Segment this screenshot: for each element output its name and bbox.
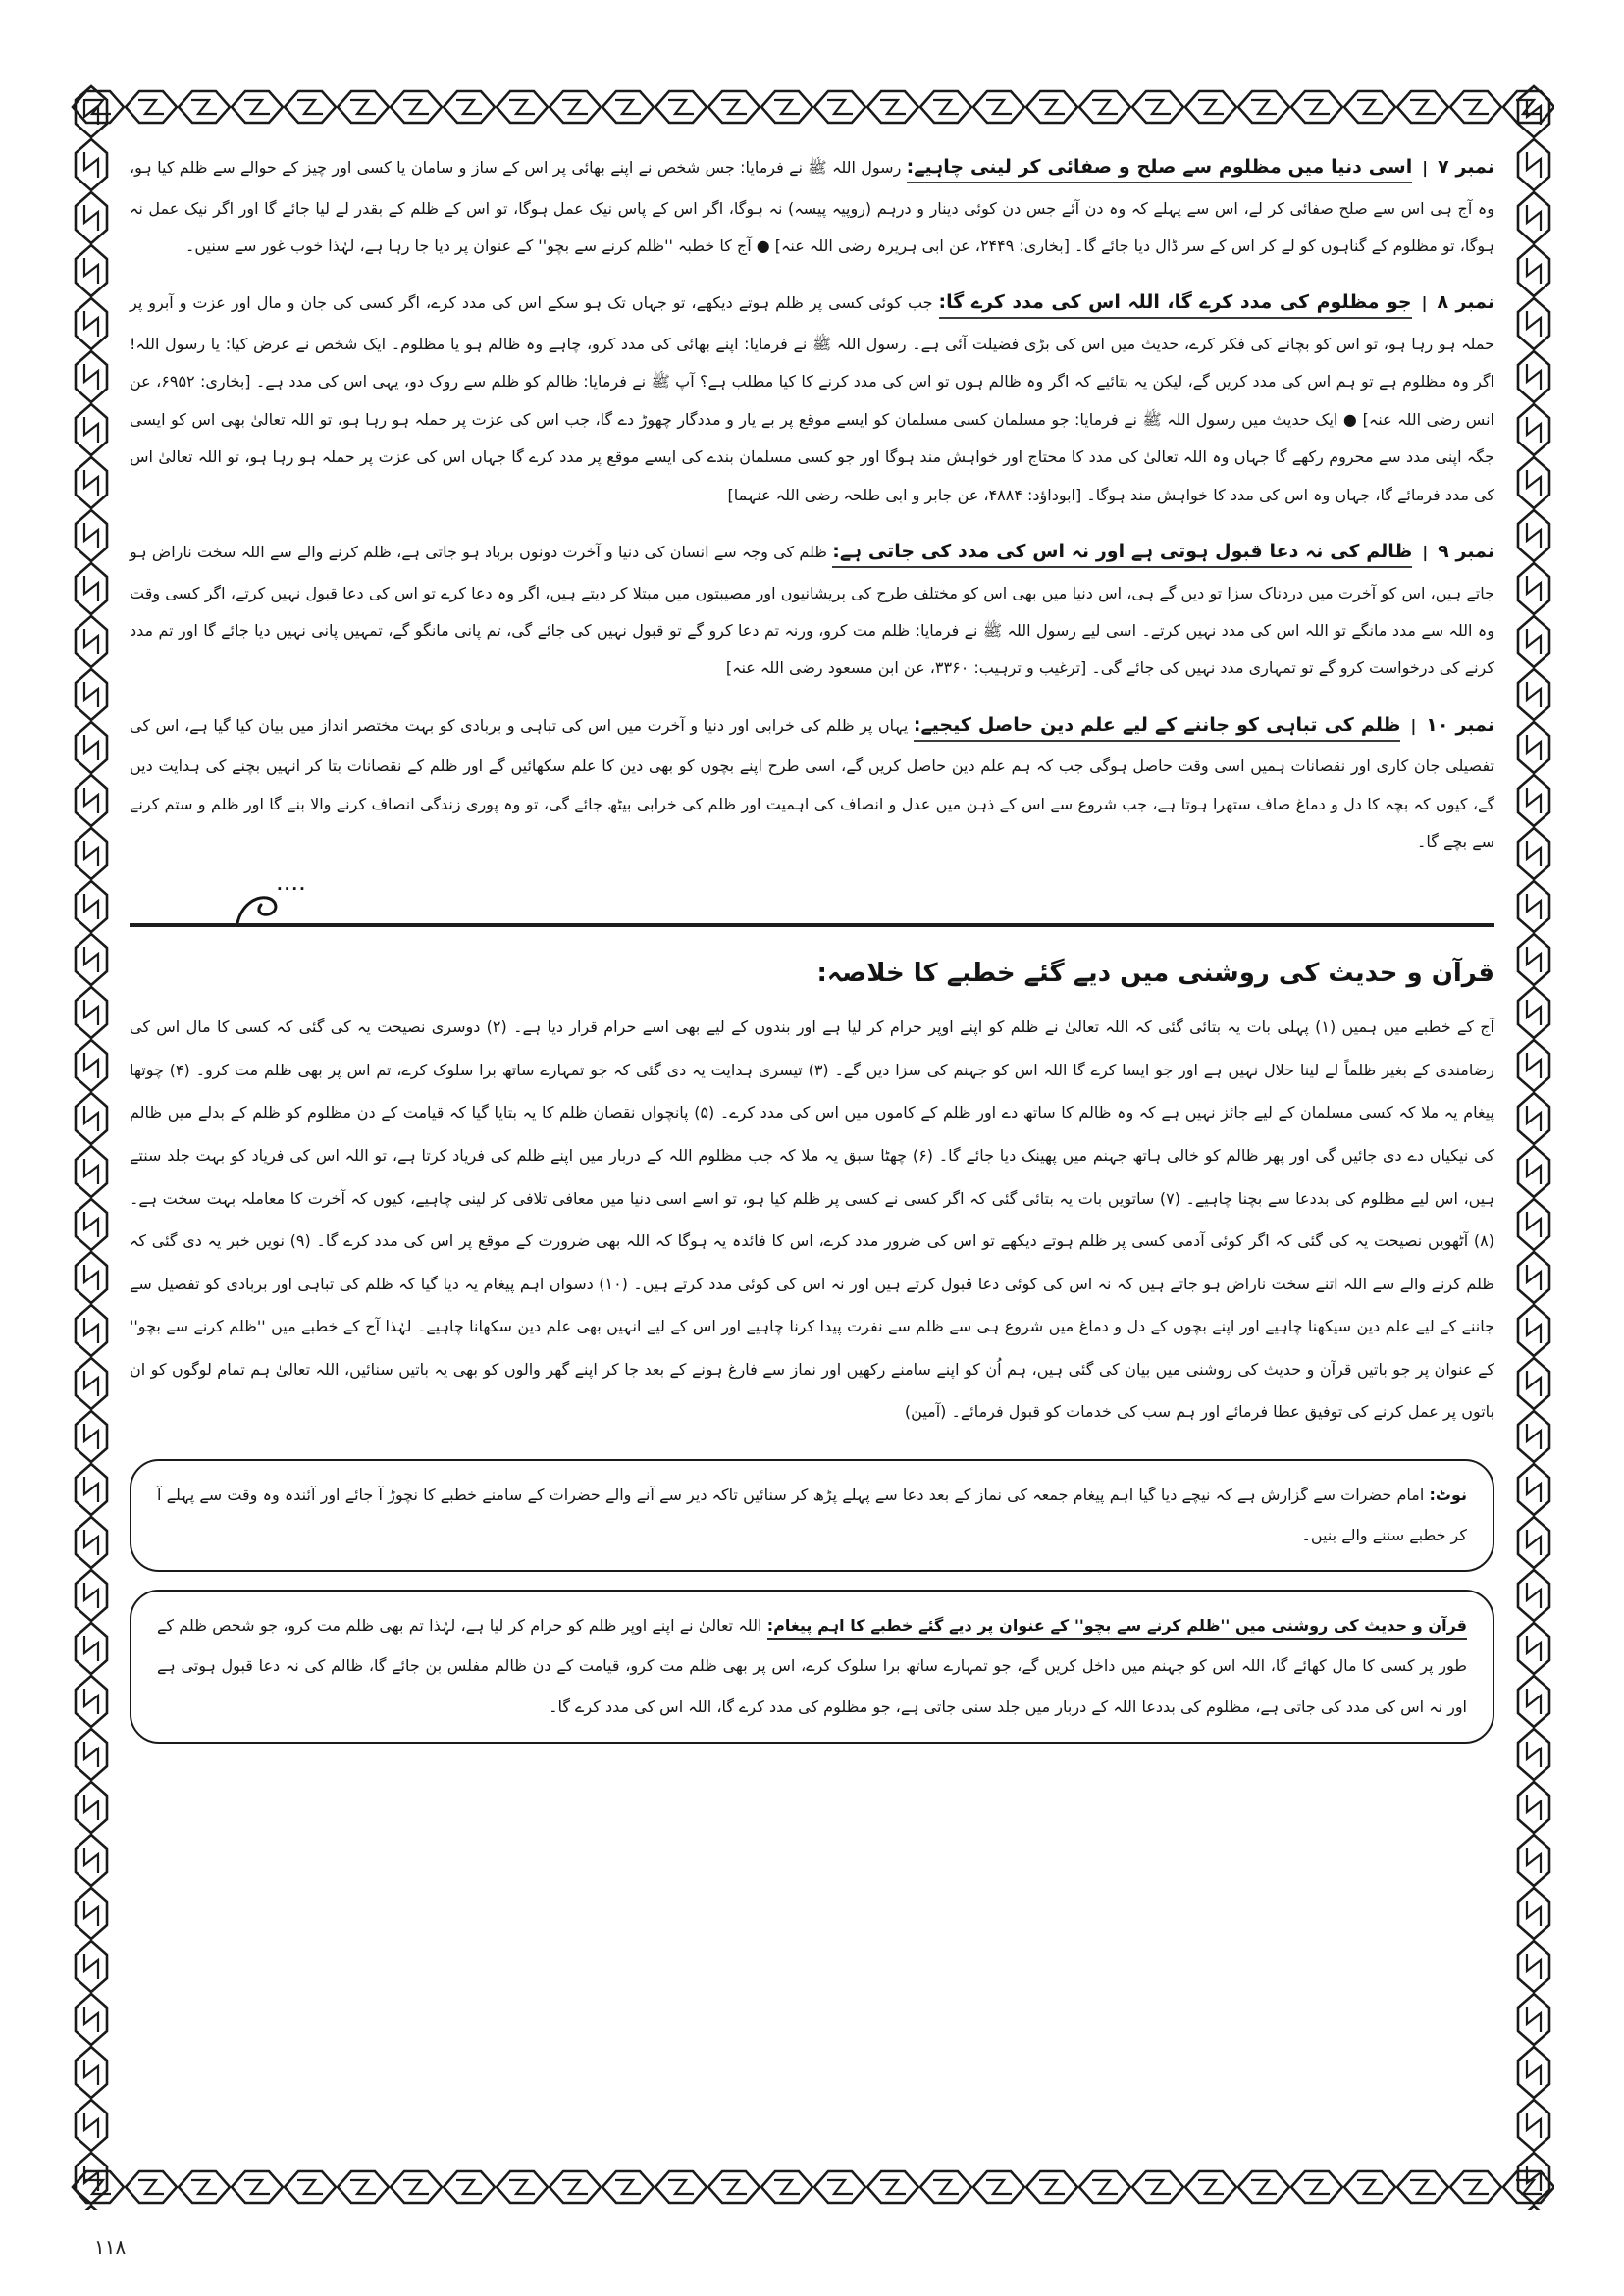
section-7-body: رسول اللہ ﷺ نے فرمایا: جس شخص نے اپنے بھائی پر اس کے ساز و سامان یا کسی اور چیز کے حوالے سے ظلم کیا ہو، وہ آج ہی اس سے صلح صفائی کر لے، اس سے پہلے کہ وہ دن آئے جس دن کوئی دینار و درہم (روپیہ پیسہ) نہ ہوگا، اگر اس کے پاس نیک عمل ہوگا، تو اس کے ظلم کے بقدر لے لیا جائے گا اور اگر نیک عمل نہ ہوگا، تو مظلوم کے گناہوں کو لے کر اس کے سر ڈال دیا جائے گا۔ [بخاری: ۲۴۴۹، عن ابی ہریرہ رضی اللہ عنہ] ● آج کا خطبہ ''ظلم کرنے سے بچو'' کے عنوان پر دیا جا رہا ہے، لہٰذا خوب غور سے سنیں۔ <box>130 158 1494 255</box>
important-message-heading: قرآن و حدیث کی روشنی میں ''ظلم کرنے سے بچو'' کے عنوان پر دیے گئے خطبے کا اہم پیغام: <box>767 1616 1467 1640</box>
note-paragraph <box>157 1475 1467 1556</box>
heading-separator: | <box>1410 715 1417 735</box>
summary-heading: قرآن و حدیث کی روشنی میں دیے گئے خطبے کا خلاصہ: <box>816 959 1494 989</box>
border-right-chain <box>1513 84 1554 2210</box>
border-top-chain <box>71 84 1554 130</box>
section-7-paragraph <box>130 145 1494 265</box>
note-box <box>130 1459 1494 1572</box>
section-9-number: نمبر ۹ <box>1438 540 1494 562</box>
heading-separator: | <box>1422 158 1429 177</box>
section-divider <box>130 876 1494 949</box>
heading-separator: | <box>1422 542 1429 561</box>
section-10-body: یہاں پر ظلم کی خرابی اور دنیا و آخرت میں اس کی تباہی و بربادی کو بہت مختصر انداز میں بیان کیا گیا ہے، اس کی تفصیلی جان کاری اور نقصانات ہمیں اسی وقت حاصل ہوگی جب کہ ہم علم دین حاصل کریں گے، اسی طرح اپنے بچوں کو بھی دین کا علم سکھائیں گے اور ظلم کے نقصانات بتا کر انہیں بچنے کی ہدایت دیں گے، کیوں کہ بچہ کا دل و دماغ صاف ستھرا ہوتا ہے، جب شروع سے اس کے ذہن میں عدل و انصاف کی اہمیت اور ظلم کی خرابی بیٹھ جائے گی، تو وہ پوری زندگی انصاف کرنے والا بنے گا اور ظلم و ستم کرنے سے بچے گا۔ <box>130 715 1494 852</box>
summary-body: آج کے خطبے میں ہمیں (۱) پہلی بات یہ بتائی گئی کہ اللہ تعالیٰ نے ظلم کو اپنے اوپر حرام کر لیا ہے اور بندوں کے لیے بھی اسے حرام قرار دیا ہے۔ (۲) دوسری نصیحت یہ کی گئی کہ کسی کا مال اس کی رضامندی کے بغیر ظلماً لے لینا حلال نہیں ہے اور جو ایسا کرے گا اللہ اس کو جہنم کی سزا دیں گے۔ (۳) تیسری ہدایت یہ دی گئی کہ جو تمہارے ساتھ برا سلوک کرے، تم اس پر بھی ظلم مت کرو۔ (۴) چوتھا پیغام یہ ملا کہ کسی مسلمان کے لیے جائز نہیں ہے کہ وہ ظالم کا ساتھ دے اور ظلم کے کاموں میں اس کی مدد کرے۔ (۵) پانچواں نقصان ظلم کا یہ بتایا گیا کہ قیامت کے دن مظلوم کو ظلم کے بدلے میں ظالم کی نیکیاں دے دی جائیں گی اور پھر ظالم کو خالی ہاتھ جہنم میں پھینک دیا جائے گا۔ (۶) چھٹا سبق یہ ملا کہ جب مظلوم اللہ کے دربار میں اپنے ظلم کی فریاد کرتا ہے، تو اللہ اس کی فریاد کو بہت جلد سنتے ہیں، اس لیے مظلوم کی بددعا سے بچنا چاہیے۔ (۷) ساتویں بات یہ بتائی گئی کہ اگر کسی نے کسی پر ظلم کیا ہو، تو اسے اسی دنیا میں معافی تلافی کر لینی چاہیے، کیوں کہ آخرت کا معاملہ بہت سخت ہے۔ (۸) آٹھویں نصیحت یہ کی گئی کہ اگر کوئی آدمی کسی پر ظلم ہوتے دیکھے تو اس کی ضرور مدد کرے، اس کا فائدہ یہ ہوگا کہ اللہ بھی ضرورت کے موقع پر اس کی مدد کرے گا۔ (۹) نویں خبر یہ دی گئی کہ ظلم کرنے والے سے اللہ اتنے سخت ناراض ہو جاتے ہیں کہ نہ اس کی کوئی دعا قبول کرتے ہیں اور نہ اس کی کوئی مدد کرتے ہیں۔ (۱۰) دسواں اہم پیغام یہ دیا گیا کہ ظلم کی تباہی اور بربادی کو تفصیل سے جاننے کے لیے علم دین سیکھنا چاہیے اور اپنے بچوں کے دل و دماغ میں شروع ہی سے ظلم سے نفرت پیدا کرنا چاہیے اور اس کے لیے انہیں بھی علم دین سکھانا چاہیے۔ لہٰذا آج کے خطبے میں ''ظلم کرنے سے بچو'' کے عنوان پر جو باتیں قرآن و حدیث کی روشنی میں بیان کی گئی ہیں، ہم اُن کو اپنے سامنے رکھیں اور نماز سے فارغ ہونے کے بعد جا کر اپنے گھر والوں کو بھی یہ باتیں سنائیں، اللہ تعالیٰ ہم تمام لوگوں کو ان باتوں پر عمل کرنے کی توفیق عطا فرمائے اور ہم سب کی خدمات کو قبول فرمائے۔ (آمین) <box>130 1018 1495 1422</box>
page-number: ۱۱۸ <box>94 2235 127 2259</box>
section-8-paragraph <box>130 281 1494 514</box>
flourish-icon <box>236 894 281 927</box>
section-9-paragraph <box>130 530 1494 688</box>
divider-rule <box>130 923 1494 927</box>
note-label: نوٹ: <box>1429 1485 1467 1504</box>
section-7-heading: اسی دنیا میں مظلوم سے صلح و صفائی کر لینی چاہیے: <box>907 156 1413 183</box>
important-message-body: اللہ تعالیٰ نے اپنے اوپر ظلم کو حرام کر لیا ہے، لہٰذا تم بھی ظلم مت کرو، جو شخص ظلم کے طور پر کسی کا مال کھائے گا، اللہ اس کو جہنم میں داخل کریں گے، جو تمہارے ساتھ برا سلوک کرے، اس پر بھی ظلم مت کرو، قیامت کے دن ظالم مفلس بن جائے گا، ظالم کی نہ دعا قبول ہوتی ہے اور نہ اس کی مدد کی جاتی ہے، مظلوم کی بددعا اللہ کے دربار میں جلد سنی جاتی ہے، جو مظلوم کی مدد کرے گا، اللہ اس کی مدد کرے گا۔ <box>157 1615 1467 1716</box>
page-content <box>130 145 1494 1761</box>
important-message-box <box>130 1590 1494 1744</box>
section-9-body: ظلم کی وجہ سے انسان کی دنیا و آخرت دونوں برباد ہو جاتی ہے، ظلم کرنے والے سے اللہ سخت ناراض ہو جاتے ہیں، اس کو آخرت میں دردناک سزا تو دیں گے ہی، اس دنیا میں بھی اس کو مختلف طرح کی پریشانیوں اور مصیبتوں میں مبتلا کر دیتے ہیں، اگر وہ دعا کرے تو اس کی دعا قبول نہیں کرتے، اگر کسی وقت وہ اللہ سے مدد مانگے تو اللہ اس کی مدد نہیں کرتے۔ اسی لیے رسول اللہ ﷺ نے فرمایا: ظلم مت کرو، ورنہ تم دعا کرو گے تو قبول نہیں کی جائے گی، تم پانی مانگو گے، تمہیں پانی نہیں دیا جائے گا اور تم مدد کرنے کی درخواست کرو گے تو تمہاری مدد نہیں کی جائے گی۔ [ترغیب و ترہیب: ۳۳۶۰، عن ابن مسعود رضی اللہ عنہ] <box>130 542 1494 678</box>
section-10-paragraph <box>130 704 1494 861</box>
section-8-number: نمبر ۸ <box>1437 291 1495 314</box>
border-left-chain <box>71 84 112 2210</box>
section-9-heading: ظالم کی نہ دعا قبول ہوتی ہے اور نہ اس کی مدد کی جاتی ہے: <box>832 541 1412 568</box>
border-bottom-chain <box>71 2165 1554 2210</box>
section-7-number: نمبر ۷ <box>1438 156 1494 178</box>
section-10-number: نمبر ۱۰ <box>1426 713 1495 736</box>
heading-separator: | <box>1421 293 1428 313</box>
section-8-heading: جو مظلوم کی مدد کرے گا، اللہ اس کی مدد کرے گا: <box>939 291 1412 319</box>
section-10-heading: ظلم کی تباہی کو جاننے کے لیے علم دین حاصل کیجیے: <box>914 714 1401 742</box>
divider-dots: .... <box>277 876 307 895</box>
note-body: امام حضرات سے گزارش ہے کہ نیچے دیا گیا اہم پیغام جمعہ کی نماز کے بعد دعا سے پہلے پڑھ کر سنائیں تاکہ دیر سے آنے والے حضرات کے سامنے خطبے کا نچوڑ آ جائے اور آئندہ وہ وقت سے پہلے آ کر خطبے سننے والے بنیں۔ <box>157 1485 1467 1545</box>
important-message-paragraph <box>157 1605 1467 1728</box>
section-8-body: جب کوئی کسی پر ظلم ہوتے دیکھے، تو جہاں تک ہو سکے اس کی مدد کرے، اگر کسی کی جان و مال اور عزت و آبرو پر حملہ ہو رہا ہو، تو اس کو بچانے کی فکر کرے، حدیث میں اس کی بڑی فضیلت آئی ہے۔ رسول اللہ ﷺ نے فرمایا: اپنے بھائی کی مدد کرو، چاہے وہ ظالم ہو یا مظلوم۔ ایک شخص نے عرض کیا: یا رسول اللہ! اگر وہ مظلوم ہے تو ہم اس کی مدد کریں گے، لیکن یہ بتائیے کہ اگر وہ ظالم ہوں تو اس کی مدد کرنے کا کیا مطلب ہے؟ آپ ﷺ نے فرمایا: ظالم کو ظلم سے روک دو، یہی اس کی مدد ہے۔ [بخاری: ۶۹۵۲، عن انس رضی اللہ عنہ] ● ایک حدیث میں رسول اللہ ﷺ نے فرمایا: جو مسلمان کسی مسلمان کو ایسے موقع پر بے یار و مددگار چھوڑ دے گا، جب اس کی عزت پر حملہ ہو رہا ہو، تو اللہ تعالیٰ بھی اس کو ایسی جگہ اپنی مدد سے محروم رکھے گا جہاں وہ اللہ تعالیٰ کی مدد کا محتاج اور خواہش مند ہوگا اور جو کسی مسلمان بندے کی ایسے موقع پر مدد کرے گا جہاں اس کی عزت پر حملہ ہو رہا ہو، تو اللہ تعالیٰ اس کی مدد فرمائے گا، جہاں وہ اس کی مدد کا خواہش مند ہوگا۔ [ابوداؤد: ۴۸۸۴، عن جابر و ابی طلحہ رضی اللہ عنہما] <box>130 293 1495 504</box>
